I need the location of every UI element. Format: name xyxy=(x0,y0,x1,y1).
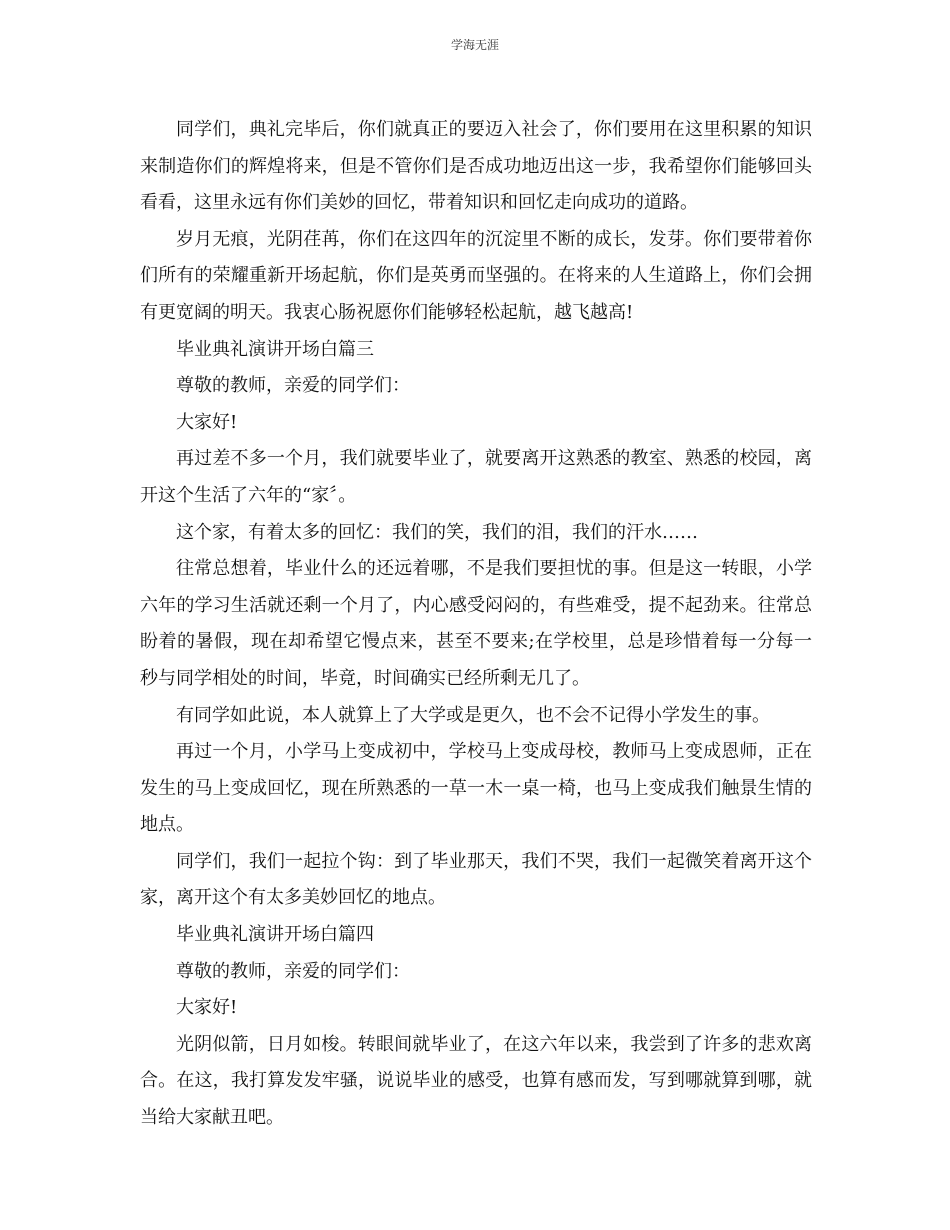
paragraph: 同学们，典礼完毕后，你们就真正的要迈入社会了，你们要用在这里积累的知识来制造你们的辉煌将来，但是不管你们是否成功地迈出这一步，我希望你们能够回头看看，这里永远有你们美妙的回忆，带着知识和回忆走向成功的道路。 xyxy=(140,119,812,214)
greeting: 大家好! xyxy=(176,997,238,1019)
salutation: 尊敬的教师，亲爱的同学们： xyxy=(176,960,410,982)
paragraph: 同学们，我们一起拉个钩：到了毕业那天，我们不哭，我们一起微笑着离开这个家，离开这个有太多美妙回忆的地点。 xyxy=(140,850,812,909)
paragraph: 这个家，有着太多的回忆：我们的笑，我们的泪，我们的汗水…… xyxy=(176,521,698,543)
page-header: 学海无涯 xyxy=(450,38,499,52)
salutation: 尊敬的教师，亲爱的同学们： xyxy=(176,375,410,397)
paragraph: 光阴似箭，日月如梭。转眼间就毕业了，在这六年以来，我尝到了许多的悲欢离合。在这，我打算发发牢骚，说说毕业的感受，也算有感而发，写到哪就算到哪，就当给大家献丑吧。 xyxy=(140,1033,812,1129)
section-heading: 毕业典礼演讲开场白篇四 xyxy=(176,924,374,946)
paragraph: 岁月无痕，光阴荏苒，你们在这四年的沉淀里不断的成长，发芽。你们要带着你们所有的荣耀重新开场起航，你们是英勇而坚强的。在将来的人生道路上，你们会拥有更宽阔的明天。我衷心肠祝愿你们能够轻松起航，越飞越高! xyxy=(140,228,812,323)
paragraph: 往常总想着，毕业什么的还远着哪，不是我们要担忧的事。但是这一转眼，小学六年的学习生活就还剩一个月了，内心感受闷闷的，有些难受，提不起劲来。往常总盼着的暑假，现在却希望它慢点来，甚至不要来;在学校里，总是珍惜着每一分每一秒与同学相处的时间，毕竟，时间确实已经所剩无几了。 xyxy=(140,558,812,689)
section-heading: 毕业典礼演讲开场白篇三 xyxy=(176,338,374,360)
paragraph: 再过一个月，小学马上变成初中，学校马上变成母校，教师马上变成恩师，正在发生的马上变成回忆，现在所熟悉的一草一木一桌一椅，也马上变成我们触景生情的地点。 xyxy=(140,741,812,836)
paragraph: 再过差不多一个月，我们就要毕业了，就要离开这熟悉的教室、熟悉的校园，离开这个生活了六年的“家〞。 xyxy=(140,448,812,506)
document-body xyxy=(140,112,812,1137)
paragraph: 有同学如此说，本人就算上了大学或是更久，也不会不记得小学发生的事。 xyxy=(176,704,770,726)
greeting: 大家好! xyxy=(176,411,238,433)
